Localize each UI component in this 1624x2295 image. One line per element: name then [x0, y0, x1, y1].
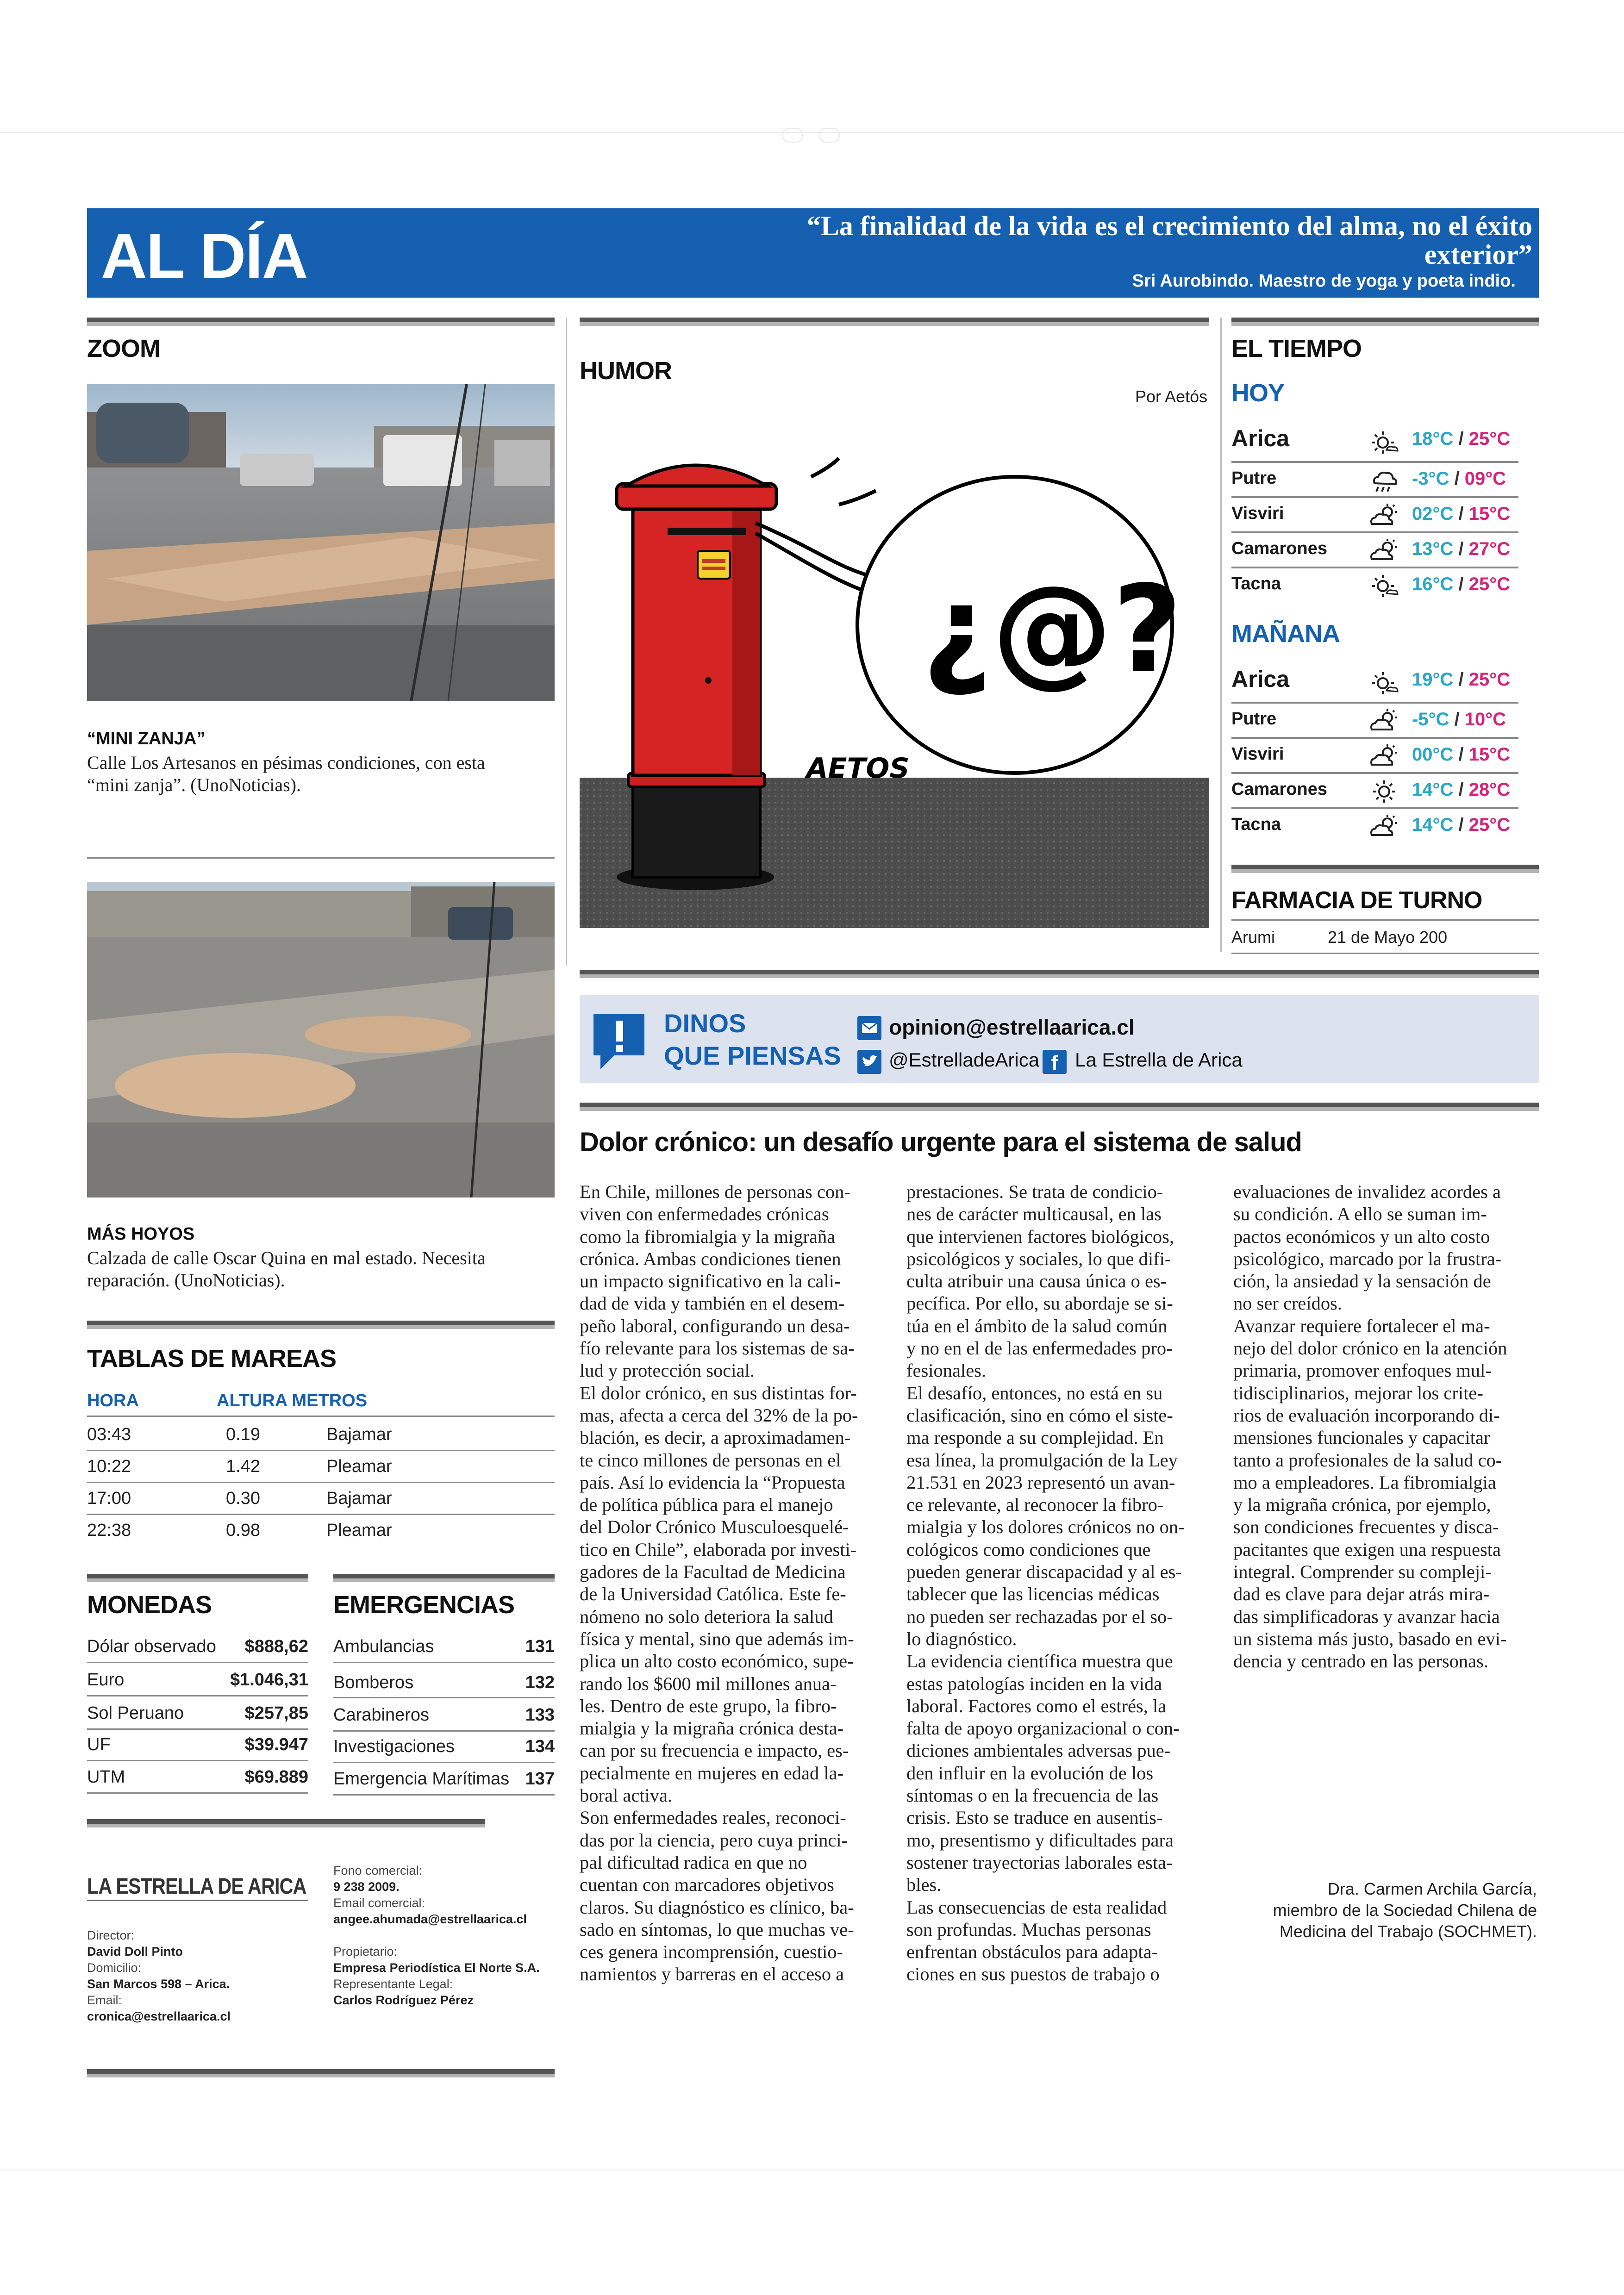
zoom-caption-text-1a: Calle Los Artesanos en pésimas condiciones, con esta	[87, 752, 485, 773]
emergency-line	[333, 1762, 555, 1763]
comm-email-value[interactable]: angee.ahumada@estrellaarica.cl	[333, 1912, 527, 1926]
currency-line	[87, 1760, 308, 1761]
zoom-top-rule	[87, 318, 555, 326]
weather-temp: 02°C / 15°C	[1412, 504, 1511, 524]
temp-max: 15°C	[1468, 744, 1511, 765]
street-photo-2	[87, 882, 555, 1197]
tide-row-2-hour: 10:22	[87, 1457, 131, 1476]
pharmacy-divider	[1231, 919, 1539, 921]
temp-min: 19°C	[1412, 669, 1454, 690]
weather-city: Tacna	[1231, 574, 1281, 593]
temp-min: 18°C	[1412, 429, 1454, 449]
emergency-line	[333, 1730, 555, 1732]
partly-sunny-icon	[1368, 669, 1400, 697]
article-column-3: evaluaciones de invalidez acordes a su condición. A ello se suman im- pactos económicos y un alto costo psicológico, marcado por la frustra- ción, la ansiedad y la sensación de no ser creídos. Avanzar requiere fortalecer el ma- nejo del dolor crónico en la atención primaria, promover enfoques mul- tidisciplinarios, mejorar los crite- rios de evaluación incorporando di- mensiones funcionales y capacitar tanto a profesionales de la salud co- mo a empleadores. La fibromialgia y la migraña crónica, por ejemplo, son condiciones frecuentes y disca- pacitantes que exigen una respuesta integral. Comprender su compleji- dad es clave para dejar atrás mira- das simplificadoras y avanzar hacia un sistema más justo, basado en evi- dencia y centrado en las personas.	[1233, 1181, 1507, 1672]
weather-city: Putre	[1231, 468, 1277, 488]
logo-underline	[87, 1900, 308, 1901]
weather-temp: 18°C / 25°C	[1412, 429, 1511, 449]
weather-temp: 16°C / 25°C	[1412, 574, 1511, 594]
article-title: Dolor crónico: un desafío urgente para el sistema de salud	[580, 1127, 1302, 1157]
tide-row-1-hour: 03:43	[87, 1425, 131, 1444]
owner-label: Propietario:	[333, 1945, 398, 1958]
currency-row-4-value: $39.947	[244, 1735, 308, 1754]
emergencies-top-rule	[333, 1574, 555, 1582]
emergency-line	[333, 1662, 555, 1663]
tide-row-line	[87, 1450, 555, 1451]
temp-min: 14°C	[1412, 780, 1454, 800]
tide-row-3-type: Bajamar	[326, 1489, 392, 1508]
temp-max: 25°C	[1468, 815, 1511, 835]
tide-row-line	[87, 1482, 555, 1483]
bubble-text: ¿@?	[922, 560, 1182, 700]
temp-max: 15°C	[1468, 504, 1511, 524]
tide-row-3-hour: 17:00	[87, 1489, 131, 1508]
weather-temp: -3°C / 09°C	[1412, 468, 1506, 489]
currency-line	[87, 1792, 308, 1794]
zoom-caption-heading-1: “MINI ZANJA”	[87, 729, 206, 748]
masthead-logo	[87, 1874, 309, 1902]
tide-row-line	[87, 1514, 555, 1515]
weather-today-row-visviri	[1231, 498, 1518, 533]
opinion-label-2: QUE PIENSAS	[664, 1041, 841, 1070]
tide-row-4-type: Pleamar	[326, 1521, 392, 1540]
director-label: Director:	[87, 1928, 135, 1942]
page-nav-dots	[782, 128, 843, 141]
header-quote-author: Sri Aurobindo. Maestro de yoga y poeta indio.	[1132, 271, 1516, 291]
sun-icon	[1368, 778, 1400, 805]
emergency-row-5-number: 137	[525, 1769, 555, 1789]
rain-cloud-icon	[1368, 467, 1400, 494]
weather-tomorrow-label: MAÑANA	[1231, 620, 1340, 648]
currency-row-3-value: $257,85	[244, 1703, 308, 1723]
street-photo-1	[87, 384, 555, 701]
opinion-top-rule	[580, 970, 1539, 978]
alert-icon	[589, 1009, 649, 1074]
cloud-sun-icon	[1368, 707, 1400, 735]
currency-line	[87, 1695, 308, 1696]
tides-top-rule	[87, 1321, 555, 1329]
weather-temp: 19°C / 25°C	[1412, 669, 1511, 690]
currency-row-1-name: Dólar observado	[87, 1637, 216, 1656]
currency-line	[87, 1662, 308, 1663]
weather-city: Visviri	[1231, 504, 1284, 523]
weather-top-rule	[1231, 318, 1539, 326]
temp-min: 14°C	[1412, 815, 1454, 835]
comm-email-label: Email comercial:	[333, 1896, 425, 1910]
zoom-photo-mas-hoyos	[87, 882, 555, 1197]
opinion-label-1: DINOS	[664, 1009, 746, 1038]
zoom-caption-heading-2: MÁS HOYOS	[87, 1224, 195, 1244]
column-divider-right	[1220, 318, 1222, 952]
emergency-row-2-name: Bomberos	[333, 1673, 414, 1692]
temp-max: 25°C	[1468, 574, 1511, 594]
zoom-caption-text-1b: “mini zanja”. (UnoNoticias).	[87, 774, 301, 795]
emergencies-title: EMERGENCIAS	[333, 1591, 515, 1619]
tide-row-3-height: 0.30	[226, 1489, 260, 1508]
currency-row-4-name: UF	[87, 1735, 111, 1754]
weather-tomorrow-row-putre	[1231, 704, 1518, 739]
humor-title: HUMOR	[580, 357, 672, 385]
currency-row-3-name: Sol Peruano	[87, 1703, 184, 1723]
zoom-photo-mini-zanja	[87, 384, 555, 701]
legal-value: Carlos Rodríguez Pérez	[333, 1993, 474, 2007]
currency-row-5-name: UTM	[87, 1767, 125, 1787]
twitter-icon	[857, 1050, 881, 1074]
address-value: San Marcos 598 – Arica.	[87, 1977, 230, 1991]
section-title: AL DÍA	[101, 220, 307, 292]
weather-tomorrow-row-tacna	[1231, 809, 1518, 842]
temp-min: 16°C	[1412, 574, 1454, 594]
mail-icon	[857, 1016, 881, 1040]
header-quote-line1: “La finalidad de la vida es el crecimiento del alma, no el éxito	[806, 211, 1532, 241]
cloud-sun-icon	[1368, 537, 1400, 565]
emergency-line	[333, 1697, 555, 1698]
temp-min: -3°C	[1412, 468, 1449, 489]
currency-row-2-value: $1.046,31	[230, 1670, 308, 1690]
currency-line	[87, 1728, 308, 1730]
weather-today-row-camarones	[1231, 533, 1518, 568]
pharmacy-address: 21 de Mayo 200	[1328, 928, 1448, 947]
emergency-row-2-number: 132	[525, 1673, 555, 1692]
temp-max: 10°C	[1464, 709, 1506, 730]
director-name: David Doll Pinto	[87, 1945, 183, 1958]
phone-value: 9 238 2009.	[333, 1880, 400, 1894]
section-header-bar	[87, 208, 1539, 298]
facebook-icon: f	[1043, 1050, 1067, 1074]
tides-col-height: ALTURA METROS	[217, 1391, 368, 1410]
temp-min: 02°C	[1412, 504, 1454, 524]
legal-label: Representante Legal:	[333, 1977, 453, 1991]
emergency-line	[333, 1794, 555, 1796]
pharmacy-top-rule	[1231, 865, 1539, 873]
weather-today-row-arica	[1231, 421, 1518, 463]
address-label: Domicilio:	[87, 1961, 142, 1975]
cloud-sun-icon	[1368, 502, 1400, 530]
temp-max: 25°C	[1468, 429, 1511, 449]
pharmacy-title: FARMACIA DE TURNO	[1231, 887, 1482, 914]
emergency-row-5-name: Emergencia Marítimas	[333, 1769, 510, 1789]
pharmacy-name: Arumi	[1231, 928, 1275, 947]
zoom-caption-text-2b: reparación. (UnoNoticias).	[87, 1270, 285, 1291]
column-divider-left	[566, 318, 567, 966]
weather-today-row-tacna	[1231, 568, 1518, 602]
weather-title: EL TIEMPO	[1231, 335, 1362, 362]
weather-city: Arica	[1231, 425, 1290, 451]
tide-row-4-height: 0.98	[226, 1521, 260, 1540]
tides-title: TABLAS DE MAREAS	[87, 1345, 337, 1372]
emergency-row-3-name: Carabineros	[333, 1705, 429, 1725]
pharmacy-bottom-line	[1231, 953, 1539, 954]
opinion-banner	[580, 995, 1539, 1083]
article-author-role-2: Medicina del Trabajo (SOCHMET).	[1279, 1922, 1537, 1941]
partly-sunny-icon	[1368, 429, 1400, 456]
article-author: Dra. Carmen Archila García,	[1327, 1879, 1537, 1898]
temp-min: -5°C	[1412, 709, 1449, 730]
zoom-caption-text-2a: Calzada de calle Oscar Quina en mal estado. Necesita	[87, 1247, 486, 1268]
masthead-top-rule	[87, 1819, 485, 1827]
tides-header-line	[87, 1416, 555, 1417]
weather-city: Visviri	[1231, 744, 1284, 764]
page-prev-dot[interactable]	[782, 128, 803, 143]
weather-today-row-putre	[1231, 463, 1518, 498]
weather-temp: 13°C / 27°C	[1412, 539, 1511, 559]
article-author-role-1: miembro de la Sociedad Chilena de	[1273, 1901, 1537, 1920]
temp-max: 28°C	[1468, 780, 1511, 800]
header-quote-line2: exterior”	[1424, 239, 1532, 270]
left-bottom-rule	[87, 2069, 555, 2077]
weather-city: Arica	[1231, 666, 1290, 692]
emergency-row-4-name: Investigaciones	[333, 1737, 455, 1756]
tides-col-hour: HORA	[87, 1391, 139, 1410]
weather-tomorrow-row-arica	[1231, 662, 1518, 704]
cartoon-signature: AETOS	[806, 752, 910, 785]
temp-min: 13°C	[1412, 539, 1454, 559]
weather-city: Camarones	[1231, 539, 1327, 558]
temp-max: 27°C	[1468, 539, 1511, 559]
emergency-row-1-number: 131	[525, 1637, 555, 1656]
currency-row-5-value: $69.889	[244, 1767, 308, 1787]
phone-label: Fono comercial:	[333, 1864, 423, 1877]
emergency-row-1-name: Ambulancias	[333, 1637, 434, 1656]
article-column-2: prestaciones. Se trata de condicio- nes de carácter multicausal, en las que intervienen factores biológicos, psicológicos y sociales, lo que difi- culta atribuir una causa única o es- pecífica. Por ello, su abordaje se si- túa en el ámbito de la salud común y no en el de las enfermedades pro- fesionales. El desafío, entonces, no está en su clasificación, sino en cómo el siste- ma responde a su complejidad. En esa línea, la promulgación de la Ley 21.531 en 2023 representó un avan- ce relevante, al reconocer la fibro- mialgia y los dolores crónicos no on- cológicos como condiciones que pueden generar discapacidad y al es- tablecer que las licencias médicas no pueden ser rechazadas por el so- lo diagnóstico. La evidencia científica muestra que estas patologías inciden en la vida laboral. Factores como el estrés, la falta de apoyo organizacional o con- diciones ambientales adversas pue- den influir en la evolución de los síntomas o en la frecuencia de las crisis. Esto se traduce en ausentis- mo, presentismo y dificultades para sostener trayectorias laborales esta- bles. Las consecuencias de esta realidad son profundas. Muchas personas enfrentan obstáculos para adapta- ciones en sus puestos de trabajo o	[906, 1181, 1185, 1985]
humor-top-rule	[580, 318, 1209, 326]
currency-row-1-value: $888,62	[244, 1637, 308, 1656]
partly-sunny-icon	[1368, 572, 1400, 600]
temp-max: 25°C	[1468, 669, 1511, 690]
weather-city: Camarones	[1231, 780, 1327, 799]
tide-row-2-type: Pleamar	[326, 1457, 392, 1476]
tide-row-1-type: Bajamar	[326, 1425, 392, 1444]
weather-temp: 14°C / 28°C	[1412, 780, 1511, 800]
article-top-rule	[580, 1103, 1539, 1111]
opinion-twitter[interactable]: @EstrelladeArica	[889, 1049, 1040, 1071]
weather-today-label: HOY	[1231, 379, 1285, 407]
cloud-sun-icon	[1368, 742, 1400, 770]
zoom-title: ZOOM	[87, 335, 160, 362]
weather-temp: 00°C / 15°C	[1412, 744, 1511, 765]
currencies-title: MONEDAS	[87, 1591, 212, 1619]
opinion-facebook[interactable]: La Estrella de Arica	[1075, 1049, 1243, 1071]
tide-row-2-height: 1.42	[226, 1457, 260, 1476]
temp-max: 09°C	[1464, 468, 1506, 489]
tide-row-4-hour: 22:38	[87, 1521, 131, 1540]
mailbox-cartoon	[580, 412, 1209, 928]
email-label: Email:	[87, 1993, 122, 2007]
email-value[interactable]: cronica@estrellaarica.cl	[87, 2009, 231, 2023]
article-column-1: En Chile, millones de personas con- viven con enfermedades crónicas como la fibromialgia y la migraña crónica. Ambas condiciones tienen un impacto significativo en la cali- dad de vida y también en el desem- peño laboral, configurando un desa- fío relevante para los sistemas de sa- lud y protección social. El dolor crónico, en sus distintas for- mas, afecta a cerca del 32% de la po- blación, es decir, a aproximadamen- te cinco millones de personas en el país. Así lo evidencia la “Propuesta de política pública para el manejo del Dolor Crónico Musculoesquelé- tico en Chile”, elaborada por investi- gadores de la Facultad de Medicina de la Universidad Católica. Este fe- nómeno no solo deteriora la salud física y mental, sino que además im- plica un alto costo económico, supe- rando los $600 mil millones anua- les. Dentro de este grupo, la fibro- mialgia y la migraña crónica desta- can por su frecuencia e impacto, es- pecialmente en mujeres en edad la- boral activa. Son enfermedades reales, reconoci- das por la ciencia, pero cuya princi- pal dificultad radica en que no cuentan con marcadores objetivos claros. Su diagnóstico es clínico, ba- sado en síntomas, lo que muchas ve- ces genera incomprensión, cuestio- namientos y barreras en el acceso a	[580, 1181, 858, 1985]
weather-city: Tacna	[1231, 815, 1281, 834]
page-next-dot[interactable]	[819, 128, 840, 143]
logo-text: LA ESTRELLA DE ARICA	[87, 1874, 306, 1899]
currencies-top-rule	[87, 1574, 308, 1582]
tide-row-1-height: 0.19	[226, 1425, 260, 1444]
currency-row-2-name: Euro	[87, 1670, 125, 1690]
weather-city: Putre	[1231, 709, 1277, 729]
emergency-row-3-number: 133	[525, 1705, 555, 1725]
weather-tomorrow-row-visviri	[1231, 739, 1518, 774]
weather-tomorrow-row-camarones	[1231, 774, 1518, 809]
temp-min: 00°C	[1412, 744, 1454, 765]
humor-cartoon	[580, 412, 1209, 928]
opinion-email[interactable]: opinion@estrellaarica.cl	[889, 1015, 1135, 1039]
zoom-divider	[87, 857, 555, 859]
weather-temp: -5°C / 10°C	[1412, 709, 1506, 730]
humor-byline: Por Aetós	[1135, 387, 1208, 406]
cloud-sun-icon	[1368, 813, 1400, 841]
owner-value: Empresa Periodística El Norte S.A.	[333, 1961, 540, 1975]
emergency-row-4-number: 134	[525, 1737, 555, 1756]
weather-temp: 14°C / 25°C	[1412, 815, 1511, 835]
